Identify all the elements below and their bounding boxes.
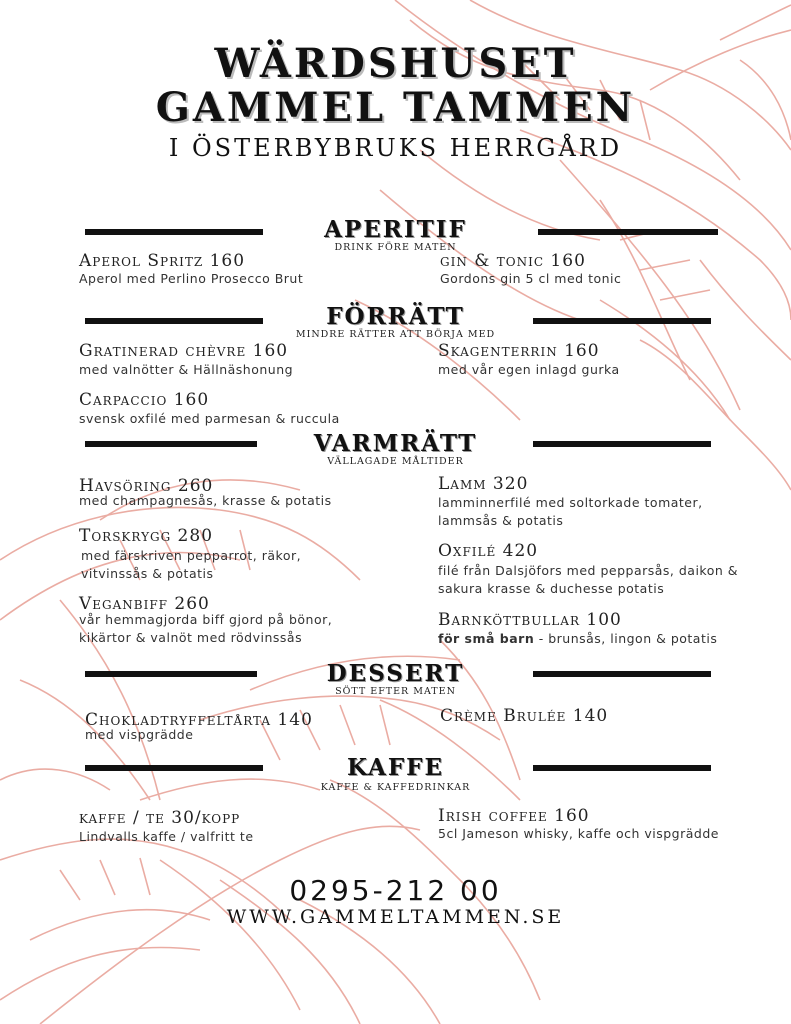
menu-item-desc: Aperol med Perlino Prosecco Brut [79, 271, 304, 286]
menu-item-name: Havsöring 260 [79, 476, 214, 496]
menu-item-name: Veganbiff 260 [79, 594, 210, 614]
menu-item-desc: Gordons gin 5 cl med tonic [440, 271, 622, 286]
section-title-aperitif: APERITIF [324, 216, 467, 243]
menu-item-desc: med färskriven pepparrot, räkor, vitvinssås & potatis [81, 548, 302, 581]
menu-item-desc: med champagnesås, krasse & potatis [79, 493, 332, 508]
menu-item-name: Crème Brulée 140 [440, 706, 609, 726]
menu-item-desc: Lindvalls kaffe / valfritt te [79, 829, 254, 844]
website-link[interactable]: WWW.GAMMELTAMMEN.SE [226, 906, 565, 928]
menu-item-desc [438, 630, 717, 648]
menu-item-name: Gratinerad chèvre 160 [79, 341, 289, 361]
restaurant-name-line2: GAMMEL TAMMEN [155, 84, 636, 131]
menu-item-name: Lamm 320 [438, 474, 529, 494]
menu-item-desc: 5cl Jameson whisky, kaffe och vispgrädde [438, 826, 719, 841]
menu-item-name: Oxfilé 420 [438, 541, 539, 561]
menu-item-name: Carpaccio 160 [79, 390, 210, 410]
section-subtitle-varmratt: VÄLLAGADE MÅLTIDER [327, 456, 464, 467]
section-title-varmratt: VARMRÄTT [313, 430, 478, 457]
restaurant-name-line1: WÄRDSHUSET [214, 40, 577, 87]
section-subtitle-dessert: SÖTT EFTER MATEN [335, 686, 456, 697]
menu-item-name: Chokladtryffeltårta 140 [85, 710, 313, 730]
menu-item-desc-rest: - brunsås, lingon & potatis [534, 631, 718, 646]
menu-item-desc: med vår egen inlagd gurka [438, 362, 620, 377]
section-title-dessert: DESSERT [326, 660, 465, 687]
menu-item-desc: med vispgrädde [85, 727, 194, 742]
menu-item-name: Irish coffee 160 [438, 806, 590, 826]
menu-item-name: Barnköttbullar 100 [438, 610, 622, 630]
section-subtitle-aperitif: DRINK FÖRE MATEN [334, 242, 457, 253]
menu-item-desc-bold: för små barn [438, 631, 535, 646]
menu-item-name: kaffe / te 30/kopp [79, 808, 241, 828]
section-title-forratt: FÖRRÄTT [326, 303, 465, 330]
section-subtitle-kaffe: KAFFE & KAFFEDRINKAR [320, 782, 471, 793]
section-subtitle-forratt: MINDRE RÄTTER ATT BÖRJA MED [295, 329, 496, 340]
menu-item-name: Aperol Spritz 160 [79, 251, 246, 271]
menu-item-desc: lamminnerfilé med soltorkade tomater, lammsås & potatis [438, 495, 703, 528]
section-title-kaffe: KAFFE [346, 754, 445, 781]
menu-item-name: gin & tonic 160 [440, 251, 586, 271]
menu-item-desc: med valnötter & Hällnäshonung [79, 362, 294, 377]
menu-item-name: Skagenterrin 160 [438, 341, 600, 361]
menu-item-desc: filé från Dalsjöfors med pepparsås, daikon & sakura krasse & duchesse potatis [438, 563, 739, 596]
menu-item-name: Torskrygg 280 [79, 526, 214, 546]
restaurant-subtitle: I ÖSTERBYBRUKS HERRGÅRD [168, 134, 623, 162]
phone-number: 0295-212 00 [289, 874, 502, 907]
menu-item-desc: vår hemmagjorda biff gjord på bönor, kikärtor & valnöt med rödvinssås [79, 612, 333, 645]
menu-item-desc: svensk oxfilé med parmesan & ruccula [79, 411, 340, 426]
